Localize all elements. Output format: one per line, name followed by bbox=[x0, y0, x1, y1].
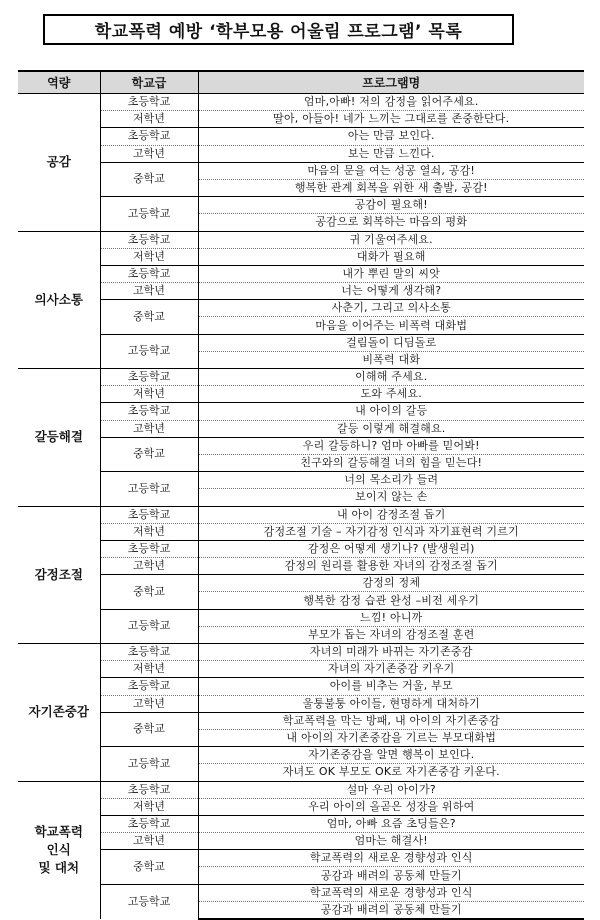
program-name-cell: 보는 만큼 느낀다. bbox=[198, 145, 584, 162]
program-name-cell: 너는 어떻게 생각해? bbox=[198, 283, 584, 300]
table-row bbox=[18, 386, 584, 403]
program-name-cell: 마음의 문을 여는 성공 열쇠, 공감! bbox=[198, 162, 584, 179]
school-level-cell: 초등학교 bbox=[100, 231, 198, 248]
school-level-cell: 중학교 bbox=[100, 850, 198, 884]
program-name-cell: 걸림돌이 디딤돌로 bbox=[198, 334, 584, 351]
table-row bbox=[18, 850, 584, 867]
school-level-cell: 초등학교 bbox=[100, 815, 198, 832]
school-level-cell: 초등학교 bbox=[100, 540, 198, 557]
school-level-cell: 고학년 bbox=[100, 420, 198, 437]
competency-cell: 자기존중감 bbox=[18, 644, 100, 782]
school-level-cell: 중학교 bbox=[100, 712, 198, 746]
school-level-cell: 저학년 bbox=[100, 386, 198, 403]
school-level-cell: 저학년 bbox=[100, 523, 198, 540]
table-row bbox=[18, 884, 584, 901]
table-row bbox=[18, 575, 584, 592]
program-name-cell: 공감으로 회복하는 마음의 평화 bbox=[198, 214, 584, 231]
competency-name-line: 인식 bbox=[46, 842, 71, 858]
program-name-cell: 느낌! 아니까 bbox=[198, 609, 584, 626]
program-name-cell: 학교폭력의 새로운 경향성과 인식 bbox=[198, 884, 584, 901]
school-level-cell: 초등학교 bbox=[100, 265, 198, 282]
school-level-cell: 고학년 bbox=[100, 558, 198, 575]
program-name-cell: 갈등 이렇게 해결해요. bbox=[198, 420, 584, 437]
school-level-cell: 고학년 bbox=[100, 145, 198, 162]
program-name-cell: 내가 뿌린 말의 씨앗 bbox=[198, 265, 584, 282]
program-name-cell: 엄마는 해결사! bbox=[198, 833, 584, 850]
school-level-cell: 초등학교 bbox=[100, 506, 198, 523]
competency-cell: 의사소통 bbox=[18, 231, 100, 369]
program-name-cell: 아는 만큼 보인다. bbox=[198, 128, 584, 145]
school-level-cell: 중학교 bbox=[100, 437, 198, 471]
table-row bbox=[18, 506, 584, 523]
table-row bbox=[18, 403, 584, 420]
program-name-cell: 감정의 원리를 활용한 자녀의 감정조절 돕기 bbox=[198, 558, 584, 575]
program-name-cell: 자녀도 OK 부모도 OK로 자기존중감 키운다. bbox=[198, 764, 584, 781]
competency-name-line: 및 대처 bbox=[38, 860, 80, 876]
competency-cell bbox=[18, 781, 100, 919]
competency-name-line: 학교폭력 bbox=[34, 824, 83, 840]
document-title-text: 학교폭력 예방 ‘학부모용 어울림 프로그램’ 목록 bbox=[94, 22, 463, 42]
program-name-cell: 자기존중감을 알면 행복이 보인다. bbox=[198, 747, 584, 764]
program-name-cell: 친구와의 갈등해결 너의 힘을 믿는다! bbox=[198, 454, 584, 471]
table-row bbox=[18, 128, 584, 145]
program-name-cell: 우리 아이의 올곧은 성장을 위하여 bbox=[198, 798, 584, 815]
school-level-cell: 고학년 bbox=[100, 283, 198, 300]
program-name-cell: 너의 목소리가 들려 bbox=[198, 472, 584, 489]
table-row bbox=[18, 334, 584, 351]
table-row bbox=[18, 420, 584, 437]
table-row bbox=[18, 695, 584, 712]
competency-cell: 공감 bbox=[18, 94, 100, 232]
table-row bbox=[18, 369, 584, 386]
program-name-cell: 귀 기울여주세요. bbox=[198, 231, 584, 248]
program-name-cell: 도와 주세요. bbox=[198, 386, 584, 403]
document-title bbox=[43, 14, 514, 45]
table-row bbox=[18, 162, 584, 179]
program-name-cell: 감정조절 기술 – 자기감정 인식과 자기표현력 기르기 bbox=[198, 523, 584, 540]
table-row bbox=[18, 781, 584, 798]
table-body bbox=[18, 94, 584, 920]
school-level-cell: 초등학교 bbox=[100, 369, 198, 386]
program-name-cell: 공감과 배려의 공동체 만들기 bbox=[198, 867, 584, 884]
school-level-cell: 초등학교 bbox=[100, 403, 198, 420]
school-level-cell: 고등학교 bbox=[100, 747, 198, 781]
table-row bbox=[18, 558, 584, 575]
program-name-cell: 행복한 관계 회복을 위한 새 출발, 공감! bbox=[198, 179, 584, 196]
table-row bbox=[18, 712, 584, 729]
table-row bbox=[18, 300, 584, 317]
program-name-cell: 딸아, 아들아! 네가 느끼는 그대로를 존중한단다. bbox=[198, 111, 584, 128]
school-level-cell: 저학년 bbox=[100, 248, 198, 265]
program-name-cell: 아이를 비추는 거울, 부모 bbox=[198, 678, 584, 695]
table-row bbox=[18, 798, 584, 815]
table-row bbox=[18, 437, 584, 454]
program-name-cell: 이해해 주세요. bbox=[198, 369, 584, 386]
table-row bbox=[18, 265, 584, 282]
table-row bbox=[18, 197, 584, 214]
school-level-cell: 초등학교 bbox=[100, 128, 198, 145]
school-level-cell: 중학교 bbox=[100, 575, 198, 609]
school-level-cell: 저학년 bbox=[100, 798, 198, 815]
table-row bbox=[18, 145, 584, 162]
program-name-cell: 엄마,아빠! 저의 감정을 읽어주세요. bbox=[198, 94, 584, 111]
school-level-cell: 고등학교 bbox=[100, 197, 198, 231]
school-level-cell: 고등학교 bbox=[100, 884, 198, 919]
program-name-cell: 공감이 필요해! bbox=[198, 197, 584, 214]
table-row bbox=[18, 472, 584, 489]
school-level-cell: 중학교 bbox=[100, 162, 198, 196]
school-level-cell: 고등학교 bbox=[100, 334, 198, 368]
program-name-cell: 보이지 않는 손 bbox=[198, 489, 584, 506]
program-name-cell: 내 아이의 갈등 bbox=[198, 403, 584, 420]
table-row bbox=[18, 747, 584, 764]
table-row bbox=[18, 231, 584, 248]
program-name-cell: 부모가 돕는 자녀의 감정조절 훈련 bbox=[198, 626, 584, 643]
program-name-cell: 내 아이의 자기존중감을 기르는 부모대화법 bbox=[198, 729, 584, 746]
program-name-cell: 학교폭력을 막는 방패, 내 아이의 자기존중감 bbox=[198, 712, 584, 729]
competency-cell: 감정조절 bbox=[18, 506, 100, 644]
school-level-cell: 초등학교 bbox=[100, 678, 198, 695]
school-level-cell: 중학교 bbox=[100, 300, 198, 334]
program-name-cell: 공감과 배려의 공동체 만들기 bbox=[198, 901, 584, 919]
table-row bbox=[18, 661, 584, 678]
school-level-cell: 고학년 bbox=[100, 833, 198, 850]
school-level-cell: 저학년 bbox=[100, 661, 198, 678]
program-name-cell: 자녀의 자기존중감 키우기 bbox=[198, 661, 584, 678]
program-name-cell: 엄마, 아빠 요즘 초딩들은? bbox=[198, 815, 584, 832]
program-name-cell: 대화가 필요해 bbox=[198, 248, 584, 265]
header-competency: 역량 bbox=[18, 71, 100, 94]
school-level-cell: 고등학교 bbox=[100, 472, 198, 506]
table-row bbox=[18, 609, 584, 626]
table-row bbox=[18, 523, 584, 540]
school-level-cell: 초등학교 bbox=[100, 644, 198, 661]
school-level-cell: 고등학교 bbox=[100, 609, 198, 643]
table-row bbox=[18, 248, 584, 265]
table-row bbox=[18, 94, 584, 111]
school-level-cell: 저학년 bbox=[100, 111, 198, 128]
program-name-cell: 마음을 이어주는 비폭력 대화법 bbox=[198, 317, 584, 334]
program-name-cell: 울퉁불퉁 아이들, 현명하게 대처하기 bbox=[198, 695, 584, 712]
program-name-cell: 자녀의 미래가 바뀌는 자기존중감 bbox=[198, 644, 584, 661]
table-row bbox=[18, 833, 584, 850]
header-program: 프로그램명 bbox=[198, 71, 584, 94]
program-name-cell: 학교폭력의 새로운 경향성과 인식 bbox=[198, 850, 584, 867]
school-level-cell: 초등학교 bbox=[100, 94, 198, 111]
header-school: 학교급 bbox=[100, 71, 198, 94]
table-row bbox=[18, 644, 584, 661]
program-name-cell: 행복한 감정 습관 완성 –비전 세우기 bbox=[198, 592, 584, 609]
program-table bbox=[18, 70, 584, 920]
program-name-cell: 사춘기, 그리고 의사소통 bbox=[198, 300, 584, 317]
table-row bbox=[18, 283, 584, 300]
program-name-cell: 설마 우리 아이가? bbox=[198, 781, 584, 798]
school-level-cell: 초등학교 bbox=[100, 781, 198, 798]
competency-cell: 갈등해결 bbox=[18, 369, 100, 507]
program-name-cell: 감정의 정체 bbox=[198, 575, 584, 592]
table-row bbox=[18, 678, 584, 695]
program-name-cell: 내 아이 감정조절 돕기 bbox=[198, 506, 584, 523]
program-name-cell: 감정은 어떻게 생기나? (발생원리) bbox=[198, 540, 584, 557]
school-level-cell: 고학년 bbox=[100, 695, 198, 712]
program-name-cell: 우리 갈등하니? 엄마 아빠를 믿어봐! bbox=[198, 437, 584, 454]
table-row bbox=[18, 111, 584, 128]
table-row bbox=[18, 815, 584, 832]
table-header-row bbox=[18, 71, 584, 94]
program-name-cell: 비폭력 대화 bbox=[198, 351, 584, 368]
table-row bbox=[18, 540, 584, 557]
